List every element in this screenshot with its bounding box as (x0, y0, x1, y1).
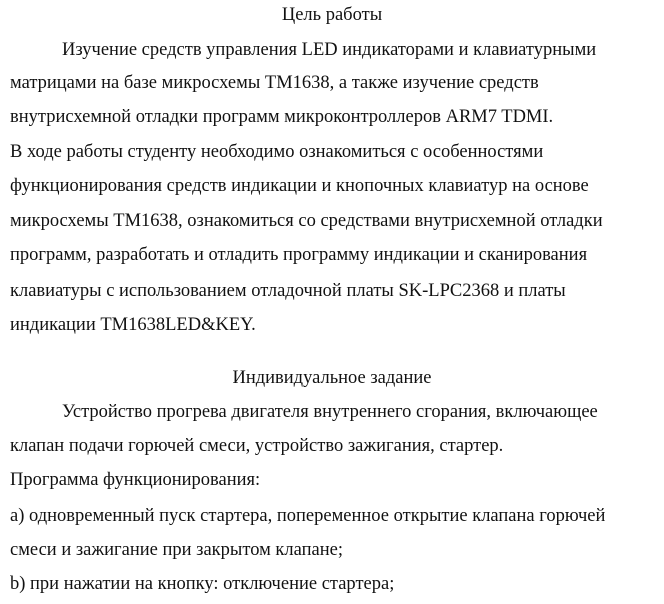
section-title-task: Индивидуальное задание (232, 368, 432, 388)
paragraph-line: функционирования средств индикации и кнопочных клавиатур на основе (10, 176, 589, 196)
paragraph-line: Изучение средств управления LED индикаторами и клавиатурными (62, 40, 597, 60)
paragraph-line: а) одновременный пуск стартера, попеременное открытие клапана горючей (10, 506, 606, 526)
paragraph-line: матрицами на базе микросхемы TM1638, а также изучение средств (10, 73, 539, 93)
paragraph-line: внутрисхемной отладки программ микроконтроллеров ARM7 TDMI. (10, 107, 554, 127)
paragraph-line: клавиатуры с использованием отладочной платы SK-LPC2368 и платы (10, 281, 566, 301)
paragraph-line: Программа функционирования: (10, 470, 261, 490)
paragraph-line: программ, разработать и отладить программу индикации и сканирования (10, 245, 588, 265)
paragraph-line: клапан подачи горючей смеси, устройство зажигания, стартер. (10, 436, 504, 456)
paragraph-line: индикации TM1638LED&KEY. (10, 315, 256, 335)
paragraph-line: Устройство прогрева двигателя внутреннего сгорания, включающее (62, 402, 598, 422)
paragraph-line: В ходе работы студенту необходимо ознакомиться с особенностями (10, 142, 544, 162)
paragraph-line: b) при нажатии на кнопку: отключение стартера; (10, 574, 395, 594)
paragraph-line: микросхемы TM1638, ознакомиться со средствами внутрисхемной отладки (10, 211, 603, 231)
section-title-goal: Цель работы (281, 5, 383, 25)
paragraph-line: смеси и зажигание при закрытом клапане; (10, 540, 343, 560)
